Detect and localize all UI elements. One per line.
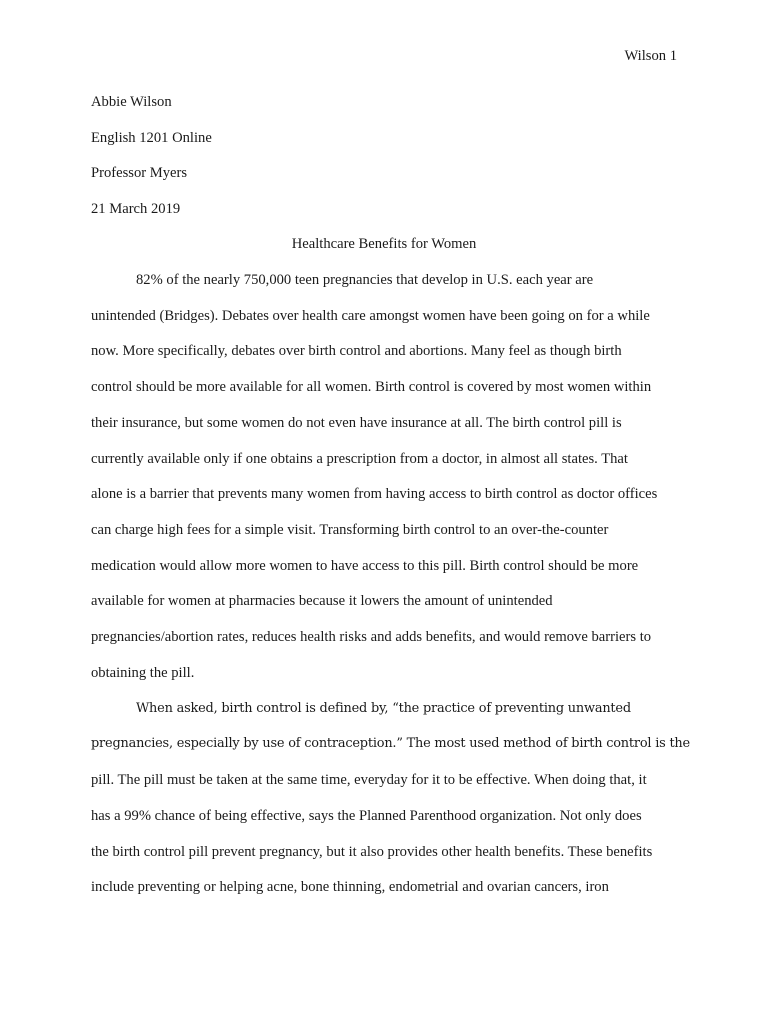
body-line: now. More specifically, debates over birth control and abortions. Many feel as though birth — [91, 343, 622, 359]
body-line: the birth control pill prevent pregnancy, but it also provides other health benefits. These benefits — [91, 844, 653, 860]
body-line: available for women at pharmacies because it lowers the amount of unintended — [91, 593, 553, 609]
body-line: their insurance, but some women do not even have insurance at all. The birth control pill is — [91, 415, 622, 431]
body-line: obtaining the pill. — [91, 665, 195, 681]
body-line: 82% of the nearly 750,000 teen pregnancies that develop in U.S. each year are — [136, 272, 594, 288]
date-line: 21 March 2019 — [91, 201, 181, 217]
body-line: can charge high fees for a simple visit. Transforming birth control to an over-the-counter — [91, 522, 609, 538]
body-line: When asked, birth control is defined by, “the practice of preventing unwanted — [136, 701, 631, 716]
body-line: pregnancies/abortion rates, reduces health risks and adds benefits, and would remove barriers to — [91, 629, 652, 645]
body-line: pill. The pill must be taken at the same time, everyday for it to be effective. When doing that, it — [91, 772, 647, 788]
body-line: medication would allow more women to have access to this pill. Birth control should be more — [91, 558, 639, 574]
author-name: Abbie Wilson — [91, 94, 172, 110]
professor-name: Professor Myers — [91, 165, 188, 181]
body-line: control should be more available for all women. Birth control is covered by most women within — [91, 379, 652, 395]
body-line: currently available only if one obtains a prescription from a doctor, in almost all states. That — [91, 451, 628, 467]
body-line: has a 99% chance of being effective, says the Planned Parenthood organization. Not only does — [91, 808, 642, 824]
running-head: Wilson 1 — [624, 48, 677, 64]
body-line: alone is a barrier that prevents many women from having access to birth control as doctor offices — [91, 486, 658, 502]
course-name: English 1201 Online — [91, 130, 212, 146]
body-line: unintended (Bridges). Debates over health care amongst women have been going on for a while — [91, 308, 650, 324]
body-line: include preventing or helping acne, bone thinning, endometrial and ovarian cancers, iron — [91, 879, 609, 895]
essay-title: Healthcare Benefits for Women — [291, 236, 477, 252]
body-line: pregnancies, especially by use of contraception.” The most used method of birth control is the — [91, 736, 690, 751]
